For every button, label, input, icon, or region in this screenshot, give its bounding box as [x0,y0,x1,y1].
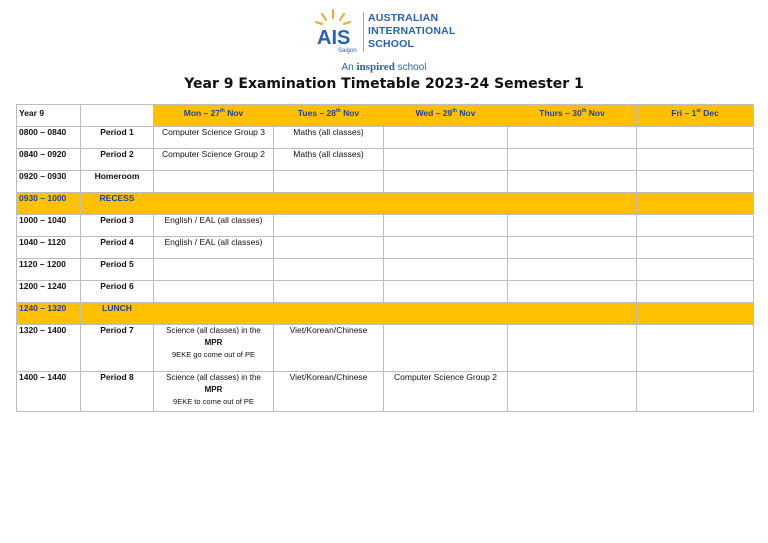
exam-cell [637,325,754,372]
logo-line: SCHOOL [368,38,415,50]
exam-cell [637,149,754,171]
tagline-post: school [397,62,427,73]
science-note: 9EKE to come out of PE [173,397,254,406]
exam-cell: Viet/Korean/Chinese [274,372,384,412]
sun-burst-icon [312,4,368,54]
exam-cell [274,171,384,193]
period-cell: Period 4 [81,237,154,259]
exam-cell [637,303,754,325]
exam-cell [508,281,637,303]
exam-cell [384,215,508,237]
day-name: Thurs – 30 [539,108,582,118]
period-cell: RECESS [81,193,154,215]
exam-cell [508,237,637,259]
exam-cell: Computer Science Group 2 [154,149,274,171]
exam-cell [154,259,274,281]
day-suffix: Nov [586,108,605,118]
day-suffix: Nov [340,108,360,118]
exam-cell: Maths (all classes) [274,127,384,149]
logo-divider [363,12,364,52]
science-venue: MPR [204,385,223,394]
day-name: Tues – 28 [297,108,336,118]
exam-cell: English / EAL (all classes) [154,237,274,259]
tagline-pre: An [341,62,354,73]
time-cell: 0920 – 0930 [17,171,81,193]
exam-cell-science [154,372,274,412]
empty-header-cell [81,105,154,127]
exam-cell [384,325,508,372]
time-cell: 0930 – 1000 [17,193,81,215]
time-cell: 1000 – 1040 [17,215,81,237]
exam-cell [154,303,274,325]
table-row [17,281,754,303]
exam-cell [274,193,384,215]
day-header [384,105,508,127]
exam-cell [384,281,508,303]
table-row [17,325,754,372]
day-sup: th [220,108,225,115]
logo-sub: Saigon [338,48,357,54]
period-cell: Period 1 [81,127,154,149]
exam-cell [508,127,637,149]
table-row [17,171,754,193]
science-line: Science (all classes) in the [166,373,261,382]
tagline [0,61,768,73]
day-sup: st [696,108,701,115]
lunch-row [17,303,754,325]
exam-cell [274,215,384,237]
exam-cell [508,171,637,193]
exam-cell [637,171,754,193]
exam-cell-science [154,325,274,372]
exam-cell [384,171,508,193]
exam-cell [274,303,384,325]
period-cell: Homeroom [81,171,154,193]
exam-cell [637,193,754,215]
exam-cell: English / EAL (all classes) [154,215,274,237]
exam-cell [384,193,508,215]
exam-cell: Viet/Korean/Chinese [274,325,384,372]
exam-cell [274,259,384,281]
science-line: Science (all classes) in the [166,326,261,335]
time-cell: 1200 – 1240 [17,281,81,303]
time-cell: 1320 – 1400 [17,325,81,372]
period-cell: LUNCH [81,303,154,325]
exam-cell [154,281,274,303]
day-sup: th [581,108,587,115]
period-cell: Period 3 [81,215,154,237]
exam-cell [384,303,508,325]
exam-cell [508,215,637,237]
day-header [154,105,274,127]
logo-mark: AIS [317,27,351,49]
exam-cell [384,259,508,281]
exam-cell [508,372,637,412]
exam-cell [508,303,637,325]
exam-cell [154,193,274,215]
tagline-bold: inspired [356,61,395,73]
day-sup: th [452,108,457,115]
exam-cell [508,193,637,215]
exam-timetable [16,104,754,412]
header-row [17,105,754,127]
exam-cell [508,259,637,281]
table-row [17,215,754,237]
exam-cell [637,127,754,149]
recess-row [17,193,754,215]
exam-cell [637,215,754,237]
exam-cell [637,281,754,303]
exam-cell [274,281,384,303]
day-suffix: Nov [224,108,244,118]
exam-cell: Maths (all classes) [274,149,384,171]
science-venue: MPR [204,338,223,347]
time-cell: 1400 – 1440 [17,372,81,412]
table-row [17,372,754,412]
science-note: 9EKE go come out of PE [172,350,255,359]
period-cell: Period 7 [81,325,154,372]
exam-cell: Computer Science Group 3 [154,127,274,149]
period-cell: Period 5 [81,259,154,281]
day-header [274,105,384,127]
day-suffix: Nov [457,108,476,118]
period-cell: Period 2 [81,149,154,171]
time-cell: 0840 – 0920 [17,149,81,171]
time-cell: 1120 – 1200 [17,259,81,281]
time-cell: 0800 – 0840 [17,127,81,149]
exam-cell [274,237,384,259]
logo-wordmark [368,12,456,51]
day-name: Mon – 27 [183,108,221,118]
day-header [637,105,754,127]
period-cell: Period 6 [81,281,154,303]
day-suffix: Dec [700,108,719,118]
table-row [17,127,754,149]
exam-cell [384,127,508,149]
logo-line: INTERNATIONAL [368,25,456,37]
time-cell: 1240 – 1320 [17,303,81,325]
time-cell: 1040 – 1120 [17,237,81,259]
exam-cell [637,259,754,281]
table-row [17,259,754,281]
day-sup: th [335,108,341,115]
day-name: Wed – 29 [415,108,453,118]
table-row [17,237,754,259]
exam-cell [508,325,637,372]
exam-cell [384,237,508,259]
day-header [508,105,637,127]
period-cell: Period 8 [81,372,154,412]
exam-cell [637,237,754,259]
logo-line: AUSTRALIAN [368,12,439,24]
exam-cell: Computer Science Group 2 [384,372,508,412]
exam-cell [154,171,274,193]
exam-cell [384,149,508,171]
page-title: Year 9 Examination Timetable 2023-24 Semester 1 [184,76,584,92]
exam-cell [508,149,637,171]
table-row [17,149,754,171]
day-name: Fri – 1 [671,108,697,118]
corner-label: Year 9 [17,105,81,127]
exam-cell [637,372,754,412]
